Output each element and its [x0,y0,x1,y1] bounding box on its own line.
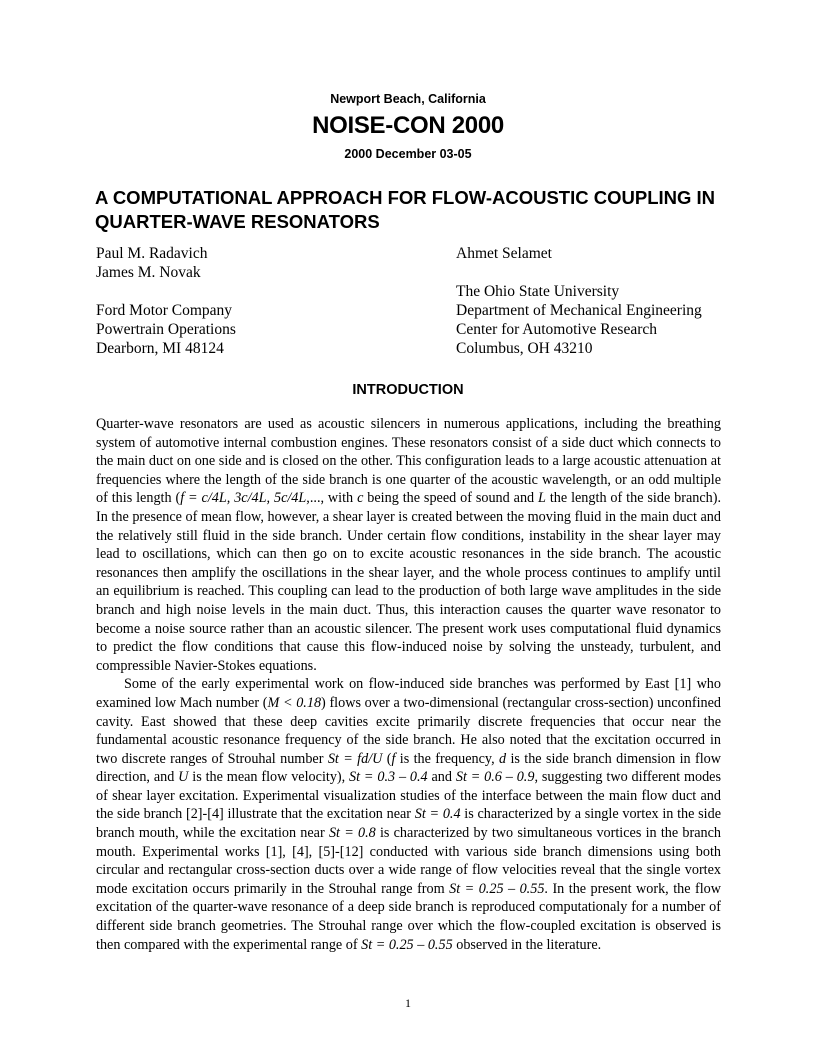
math-formula: St = 0.25 – 0.55 [449,880,545,897]
affiliation-location: Dearborn, MI 48124 [96,340,224,357]
math-formula: St = 0.4 [414,806,461,823]
math-symbol: L [538,490,546,507]
section-heading: INTRODUCTION [352,382,464,398]
conference-name: NOISE-CON 2000 [312,112,504,139]
math-symbol: d [499,750,507,767]
author-name: Ahmet Selamet [456,245,552,262]
paragraph: Quarter-wave resonators are used as acoustic silencers in numerous applications, including the breathing system of automotive internal combustion engines. These resonators consist of a side duct which connects to the main duct on one side and is closed on the other. This configuration leads to a large acoustic attenuation at frequencies where the length of the side branch is one quarter of the acoustic wavelength, or an odd multiple of this length (f = c/4L, 3c/4L, 5c/4L,..., with c being the speed of sound and L the length of the side branch). In the presence of mean flow, however, a shear layer is created between the moving fluid in the main duct and the relatively still fluid in the side branch. Under certain flow conditions, instability in the shear layer may lead to oscillations, which can then go on to excite acoustic resonances in the side branch. The acoustic resonances then amplify the oscillations in the shear layer, and the whole process continues to amplify until an equilibrium is reached. This coupling can lead to the production of both large wave amplitudes in the side branch and high noise levels in the main duct. Thus, this interaction causes the quarter wave resonator to become a noise source rather than an acoustic silencer. The present work uses computational fluid dynamics to predict the flow conditions that cause this flow-induced noise by solving the unsteady, turbulent, and compressible Navier-Stokes equations. [96,416,722,674]
body-text [96,415,721,954]
math-formula: f = c/4L, 3c/4L, 5c/4L [180,490,307,507]
affiliation-dept: Department of Mechanical Engineering [456,302,702,319]
affiliation-org: Ford Motor Company [96,302,233,319]
authors-right-column [456,244,756,358]
authors-left-column [96,244,426,358]
math-formula: St = 0.3 – 0.4 [349,769,428,786]
math-formula: St = 0.6 – 0.9 [455,769,535,786]
conference-dates: 2000 December 03-05 [344,147,472,161]
affiliation-org: The Ohio State University [456,283,620,300]
author-name: Paul M. Radavich [96,245,208,262]
conference-venue: Newport Beach, California [330,92,486,106]
math-formula: St = fd/U [327,750,383,767]
affiliation-division: Powertrain Operations [96,321,236,338]
paper-title: A COMPUTATIONAL APPROACH FOR FLOW-ACOUSTIC COUPLING IN QUARTER-WAVE RESONATORS [95,187,716,232]
math-formula: St = 0.25 – 0.55 [361,936,453,953]
affiliation-location: Columbus, OH 43210 [456,340,593,357]
math-symbol: U [178,769,189,786]
math-formula: M < 0.18 [267,694,322,711]
paragraph: Some of the early experimental work on flow-induced side branches was performed by East [1] who examined low Mach number (M < 0.18) flows over a two-dimensional (rectangular cross-section) unconfined cavity. East showed that these deep cavities excite primarily discrete frequencies that occur near the fundamental acoustic resonance frequency of the side branch. He also noted that the excitation occurred in two discrete ranges of Strouhal number St = fd/U (f is the frequency, d is the side branch dimension in flow direction, and U is the mean flow velocity), St = 0.3 – 0.4 and St = 0.6 – 0.9, suggesting two different modes of shear layer excitation. Experimental visualization studies of the interface between the main flow duct and the side branch [2]-[4] illustrate that the excitation near St = 0.4 is characterized by a single vortex in the side branch mouth, while the excitation near St = 0.8 is characterized by two simultaneous vortices in the branch mouth. Experimental works [1], [4], [5]-[12] conducted with various side branch dimensions using both circular and rectangular cross-section ducts over a wide range of flow velocities reveal that the single vortex mode excitation occurs primarily in the Strouhal range from St = 0.25 – 0.55. In the present work, the flow excitation of the quarter-wave resonance of a deep side branch is reproduced computationaly for a number of different side branch geometries. The Strouhal range over which the flow-coupled excitation is observed is then compared with the experimental range of St = 0.25 – 0.55 observed in the literature. [96,676,722,953]
affiliation-center: Center for Automotive Research [456,321,658,338]
author-name: James M. Novak [96,264,201,281]
math-symbol: f [391,750,396,767]
math-formula: St = 0.8 [328,825,376,842]
page-number: 1 [405,996,411,1010]
math-symbol: c [357,490,364,507]
